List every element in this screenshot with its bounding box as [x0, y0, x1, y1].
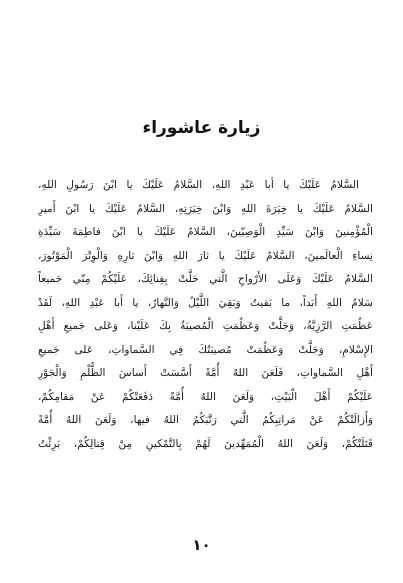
text-line: نِساءِ الْعالَمينَ، السَّلامُ عَلَيْكَ يا ثارَ اللهِ وَابْنَ ثارِهِ وَالْوِتْرَ الْمَوْتُورَ،: [38, 249, 373, 262]
body-text: [38, 174, 373, 456]
page-title: زيارة عاشوراء: [142, 118, 261, 138]
text-line: وَأَزالَتْكُمْ عَنْ مَراتِبِكُمُ الَّتي رَتَّبَكُمُ اللهُ فيها، وَلَعَنَ اللهُ أُمَّةً: [38, 414, 373, 426]
text-line: عَلَيْكُمْ أَهْلَ الْبَيْتِ، وَلَعَنَ اللهُ أُمَّةً دَفَعَتْكُمْ عَنْ مَقامِكُمْ،: [38, 390, 373, 403]
text-line: السَّلامُ عَلَيْكَ يا خِيَرَةَ اللهِ وَابْنَ خِيَرَتِهِ، السَّلامُ عَلَيْكَ يا ابْنَ أَميرِ: [38, 202, 373, 215]
text-line: أَهْلِ السَّماواتِ، فَلَعَنَ اللهُ أُمَّةً أَسَّسَتْ أَساسَ الظُّلْمِ وَالْجَوْرِ: [38, 367, 373, 379]
text-line: الْمُؤْمِنينَ وَابْنَ سَيِّدِ الْوَصِيّينَ، السَّلامُ عَلَيْكَ يا ابْنَ فاطِمَةَ سَيِّدَةِ: [38, 226, 373, 238]
text-line: السَّلامُ عَلَيْكَ وَعَلَى الأَرْواحِ الَّتي حَلَّتْ بِفِنائِكَ، عَلَيْكُمْ مِنّي جَميعاً: [38, 273, 373, 285]
page-number: ١٠: [192, 536, 211, 554]
text-line: عَظُمَتِ الرَّزِيَّةُ، وَجَلَّتْ وَعَظُمَتِ الْمُصيبَةُ بِكَ عَلَيْنا، وَعَلى جَميعِ أَهْلِ: [38, 320, 373, 332]
text-line: سَلامُ اللهِ أَبَداً، ما بَقيتُ وَبَقِيَ اللَّيْلُ وَالنَّهارُ، يا أَبا عَبْدِ اللهِ، لَقَدْ: [38, 296, 373, 309]
text-line: الإِسْلامِ، وَجَلَّتْ وَعَظُمَتْ مُصيبَتُكَ فِي السَّماواتِ، عَلى جَميعِ: [38, 343, 373, 356]
text-line: السَّلامُ عَلَيْكَ يا أبا عَبْدِ اللهِ، السَّلامُ عَلَيْكَ يا ابْنَ رَسُولِ اللهِ،: [38, 179, 359, 191]
text-line: قَتَلَتْكُمْ، وَلَعَنَ اللهُ الْمُمَهِّدينَ لَهُمْ بِالتَّمْكينِ مِنْ قِتالِكُمْ، بَرِئْتُ: [38, 437, 373, 450]
